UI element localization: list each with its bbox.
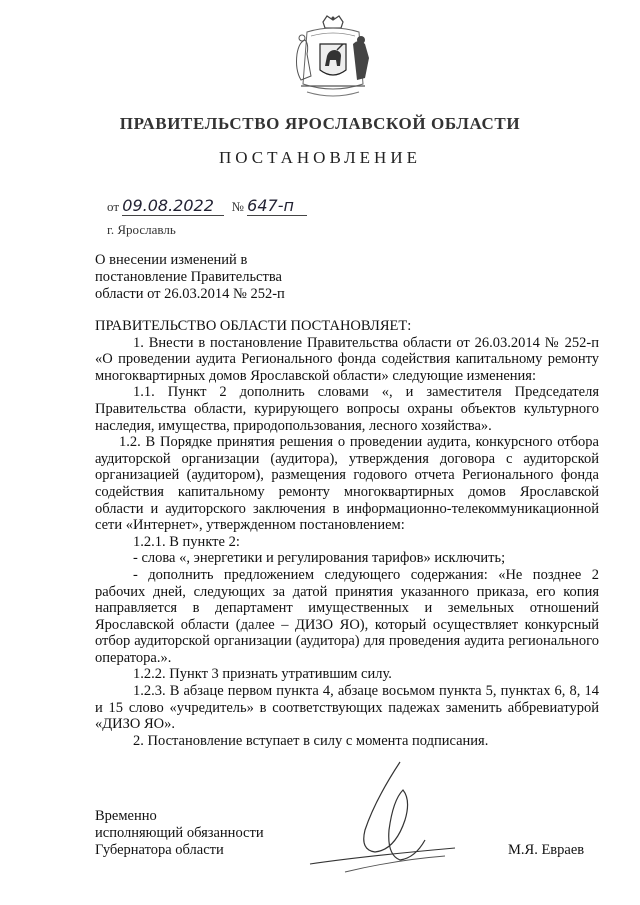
number-value: 647-п [247,196,294,215]
subject-line: постановление Правительства [95,269,282,285]
paragraph-1-2-2: 1.2.2. Пункт 3 признать утратившим силу. [133,666,392,683]
paragraph-1: 1. Внести в постановление Правительства области от 26.03.2014 № 252-п «О проведении аудита Регионального фонда содействия капитальному ремонту многоквартирных домов Ярославской области» следующие изменения: [95,334,599,384]
resolution-heading: ПРАВИТЕЛЬСТВО ОБЛАСТИ ПОСТАНОВЛЯЕТ: [95,318,412,334]
city-label: г. Ярославль [107,222,176,237]
paragraph-1-2-3: 1.2.3. В абзаце первом пункта 4, абзаце восьмом пункта 5, пунктах 6, 8, 14 и 15 слово «учредитель» в соответствующих падежах заменить аббревиатурой «ДИЗО ЯО». [95,683,599,733]
date-value: 09.08.2022 [122,196,214,215]
subject-line: О внесении изменений в [95,252,248,268]
date-number-line [107,198,307,216]
signatory-line: Губернатора области [95,842,224,858]
document-subject [95,252,355,303]
number-prefix: № [231,199,244,214]
paragraph-dash-1: - слова «, энергетики и регулирования тарифов» исключить; [133,550,506,567]
government-title: ПРАВИТЕЛЬСТВО ЯРОСЛАВСКОЙ ОБЛАСТИ [119,114,521,133]
paragraph-dash-2: - дополнить предложением следующего содержания: «Не позднее 2 рабочих дней, следующих за датой принятия указанного приказа, его копия направляется в департамент имущественных и земельных отношений Ярославской области (далее – ДИЗО ЯО), который осуществляет конкурсный отбор аудиторской организации (аудитора) для проведения аудита регионального оператора.». [95,566,599,666]
document-type: ПОСТАНОВЛЕНИЕ [218,148,421,167]
paragraph-1-2: 1.2. В Порядке принятия решения о проведении аудита, конкурсного отбора аудиторской организации (аудитора), утверждения договора с аудиторской организацией (аудитором), размещения годового отчета Регионального фонда содействия капитальному ремонту многоквартирных домов Ярославской области и аудиторского заключения в информационно-телекоммуникационной сети «Интернет», утвержденном постановлением: [95,434,599,534]
paragraph-1-2-1: 1.2.1. В пункте 2: [133,533,240,550]
number-field [247,198,307,216]
subject-line: области от 26.03.2014 № 252-п [95,286,285,302]
signatory-name: М.Я. Евраев [508,842,585,858]
paragraph-1-1: 1.1. Пункт 2 дополнить словами «, и заместителя Председателя Правительства области, курирующего вопросы охраны объектов культурного наследия, имущества, природопользования, лесного хозяйства». [95,384,599,434]
handwritten-signature [305,760,465,880]
document-body [95,318,599,749]
signatory-line: исполняющий обязанности [95,825,264,841]
date-prefix: от [107,199,120,214]
signatory-line: Временно [95,808,157,824]
date-field [122,198,224,216]
coat-of-arms-icon [287,14,379,106]
signatory-title [95,808,264,859]
paragraph-2: 2. Постановление вступает в силу с момента подписания. [133,732,489,749]
